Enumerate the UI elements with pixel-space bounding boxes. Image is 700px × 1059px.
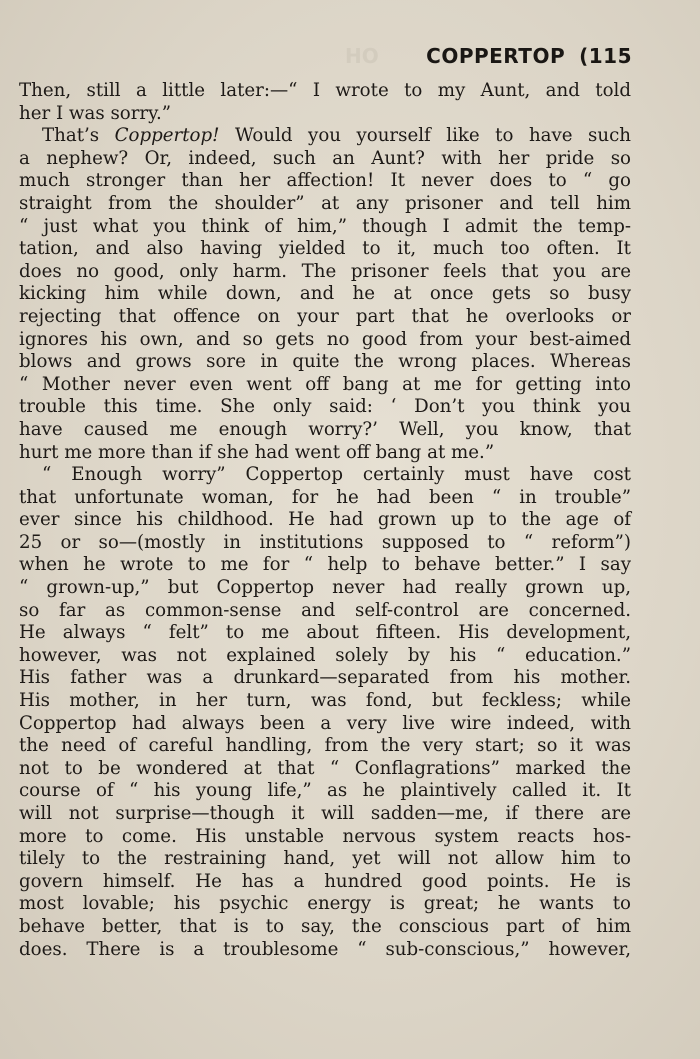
text-line: rejecting that offence on your part that he overlooks or [19, 305, 631, 327]
text-line: His mother, in her turn, was fond, but feckless; while [19, 690, 631, 712]
text-line: however, was not explained solely by his “ education.” [19, 644, 631, 666]
text-line: “ just what you think of him,” though I admit the temp- [19, 215, 631, 237]
text-line: 25 or so—(mostly in institutions supposed to “ reform”) [19, 531, 631, 553]
text-line: Then, still a little later:—“ I wrote to my Aunt, and told [19, 80, 631, 101]
running-head-title: COPPERTOP [426, 44, 566, 68]
text-line: behave better, that is to say, the conscious part of him [19, 915, 631, 937]
text-line: when he wrote to me for “ help to behave better.” I say [19, 554, 631, 576]
text-line: does. There is a troublesome “ sub-conscious,” however, [19, 938, 631, 960]
text-line: a nephew? Or, indeed, such an Aunt? with her pride so [19, 147, 631, 169]
text-line: will not surprise—though it will sadden—me, if there are [19, 803, 631, 824]
text-fragment: That’s [42, 125, 115, 147]
text-line: He always “ felt” to me about fifteen. His development, [19, 622, 631, 644]
text-line: have caused me enough worry?’ Well, you know, that [19, 418, 631, 440]
text-line: that unfortunate woman, for he had been “ in trouble” [19, 486, 631, 508]
body-text [19, 80, 631, 961]
text-line: does no good, only harm. The prisoner feels that you are [19, 260, 631, 282]
text-line: “ grown-up,” but Coppertop never had really grown up, [19, 577, 631, 599]
show-through-text: HO [345, 44, 379, 68]
text-line: course of “ his young life,” as he plaintively called it. It [19, 780, 631, 802]
text-line: most lovable; his psychic energy is great; he wants to [19, 893, 631, 915]
text-line [19, 125, 631, 148]
text-line: hurt me more than if she had went off bang at me.” [19, 441, 495, 463]
text-line: the need of careful handling, from the very start; so it was [19, 735, 631, 757]
text-line: “ Enough worry” Coppertop certainly must have cost [42, 464, 631, 486]
text-fragment: Would you yourself like to have such [219, 125, 631, 147]
text-line: more to come. His unstable nervous system reacts hos- [19, 825, 631, 847]
text-line: “ Mother never even went off bang at me for getting into [19, 373, 631, 395]
text-line: so far as common-sense and self-control are concerned. [19, 599, 631, 621]
text-line: blows and grows sore in quite the wrong places. Whereas [19, 351, 631, 373]
text-line: Coppertop had always been a very live wire indeed, with [19, 712, 631, 734]
text-line: her I was sorry.” [19, 102, 172, 124]
text-line: kicking him while down, and he at once gets so busy [19, 283, 631, 305]
text-line: tilely to the restraining hand, yet will not allow him to [19, 848, 631, 870]
text-line: His father was a drunkard—separated from his mother. [19, 667, 631, 689]
text-line: ever since his childhood. He had grown up to the age of [19, 509, 631, 531]
italic-name: Coppertop! [114, 125, 220, 147]
text-line: tation, and also having yielded to it, much too often. It [19, 238, 631, 260]
text-line: not to be wondered at that “ Conflagrations” marked the [19, 757, 631, 779]
page-number: (115 [579, 44, 632, 68]
running-head [426, 44, 632, 68]
text-line: much stronger than her affection! It never does to “ go [19, 170, 631, 192]
text-line: govern himself. He has a hundred good points. He is [19, 870, 631, 892]
text-line: ignores his own, and so gets no good from your best-aimed [19, 328, 631, 350]
text-line: straight from the shoulder” at any prisoner and tell him [19, 192, 631, 214]
text-line: trouble this time. She only said: ‘ Don’t you think you [19, 396, 631, 418]
